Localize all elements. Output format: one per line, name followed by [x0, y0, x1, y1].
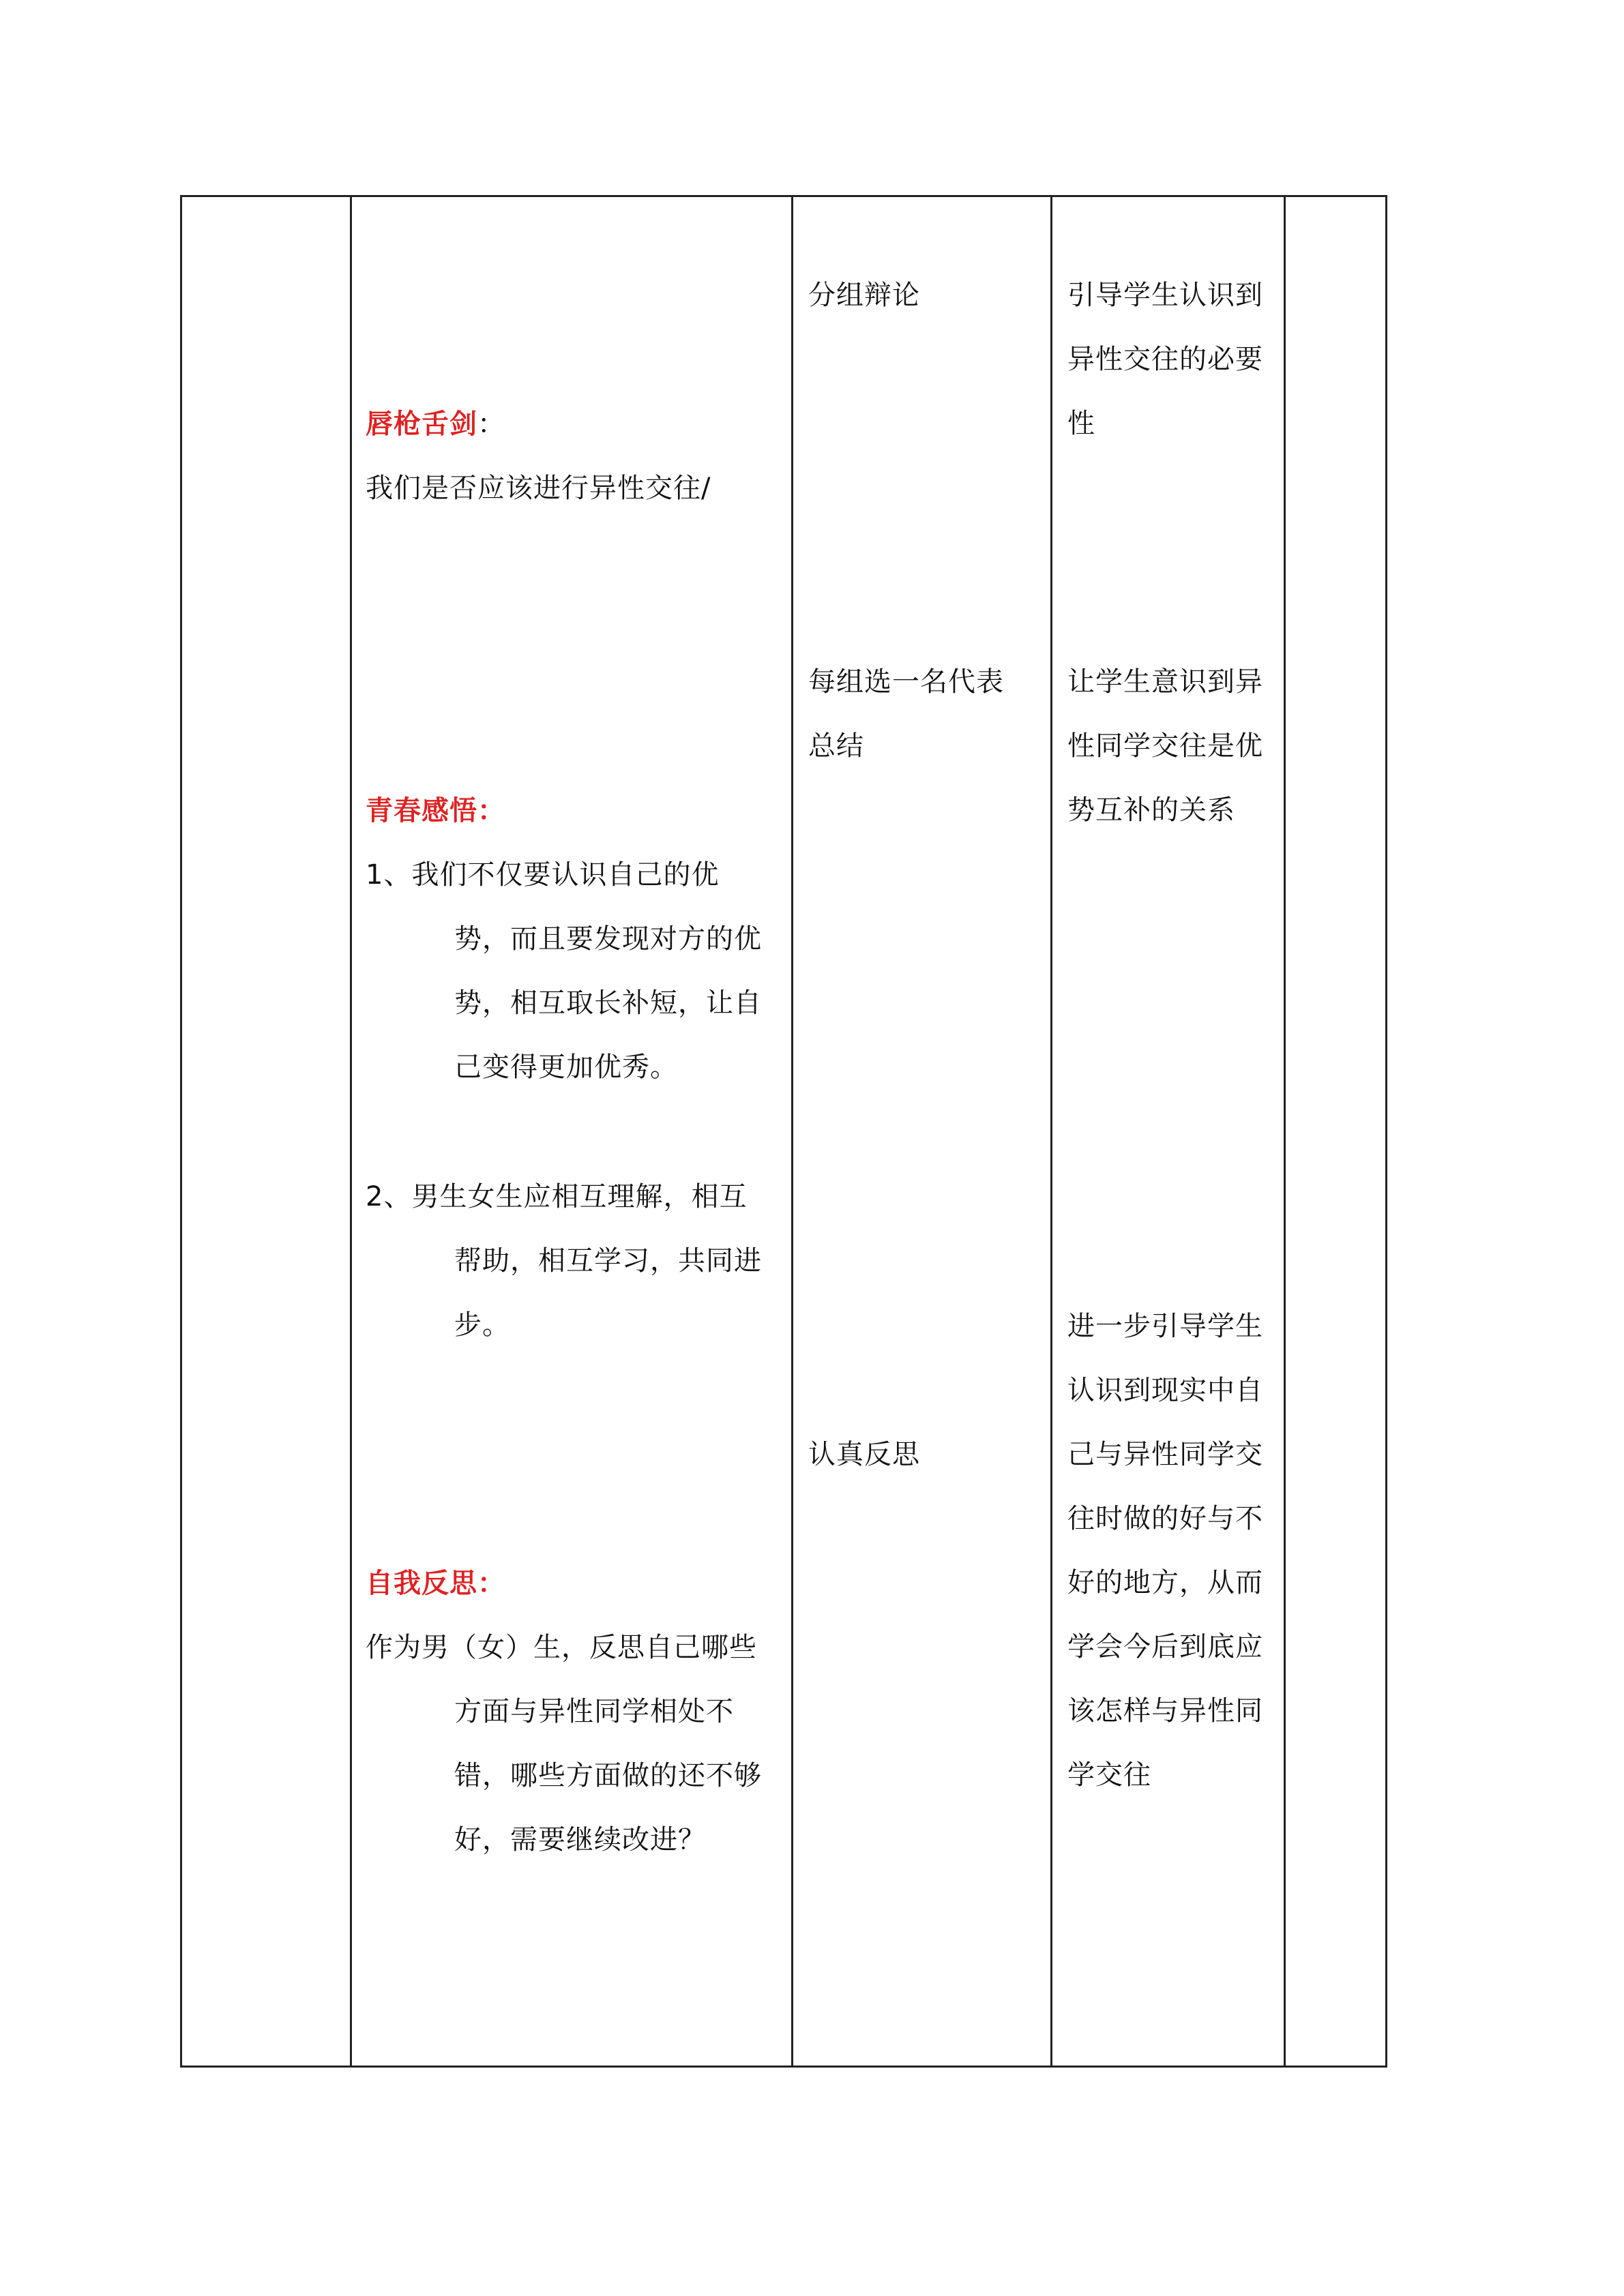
intent-line: 让学生意识到异	[1067, 666, 1263, 698]
intent-line: 学交往	[1067, 1759, 1151, 1791]
intent-line: 性同学交往是优	[1067, 730, 1263, 762]
content-line: 势，而且要发现对方的优	[454, 923, 762, 955]
activity-line: 总结	[808, 730, 864, 762]
activity-line: 每组选一名代表	[808, 666, 1004, 698]
cell-notes	[1286, 197, 1385, 2066]
content-line: 2、男生女生应相互理解，相互	[366, 1181, 748, 1212]
content-line: 作为男（女）生，反思自己哪些	[366, 1632, 757, 1663]
section-heading: 青春感悟：	[366, 795, 505, 826]
cell-teaching-content	[352, 197, 791, 2066]
intent-line: 往时做的好与不	[1067, 1503, 1263, 1534]
section-heading: 自我反思：	[366, 1568, 505, 1599]
content-line: 好，需要继续改进？	[454, 1824, 706, 1855]
intent-line: 进一步引导学生	[1067, 1311, 1263, 1342]
content-line: 我们是否应该进行异性交往/	[366, 473, 711, 504]
content-line: 1、我们不仅要认识自己的优	[366, 859, 720, 891]
cell-design-intent	[1052, 197, 1284, 2066]
activity-line: 分组辩论	[808, 280, 920, 311]
lesson-table	[180, 195, 1387, 2068]
content-line: 帮助，相互学习，共同进	[454, 1245, 762, 1277]
intent-line: 好的地方，从而	[1067, 1567, 1263, 1598]
intent-line: 该怎样与异性同	[1067, 1695, 1263, 1727]
intent-line: 己与异性同学交	[1067, 1439, 1263, 1470]
content-line: 方面与异性同学相处不	[454, 1696, 734, 1727]
intent-line: 性	[1067, 408, 1095, 439]
content-line: 错，哪些方面做的还不够	[454, 1760, 762, 1791]
intent-line: 学会今后到底应	[1067, 1631, 1263, 1663]
intent-line: 异性交往的必要	[1067, 344, 1263, 375]
cell-stage	[182, 197, 350, 2066]
cell-student-activity	[793, 197, 1050, 2066]
activity-line: 认真反思	[808, 1439, 920, 1470]
intent-line: 认识到现实中自	[1067, 1375, 1263, 1406]
content-line: 步。	[454, 1309, 510, 1341]
content-line: 势，相互取长补短，让自	[454, 987, 762, 1019]
content-line: 己变得更加优秀。	[454, 1052, 678, 1083]
intent-line: 势互补的关系	[1067, 794, 1235, 826]
intent-line: 引导学生认识到	[1067, 280, 1263, 311]
section-heading: 唇枪舌剑：	[366, 408, 505, 440]
